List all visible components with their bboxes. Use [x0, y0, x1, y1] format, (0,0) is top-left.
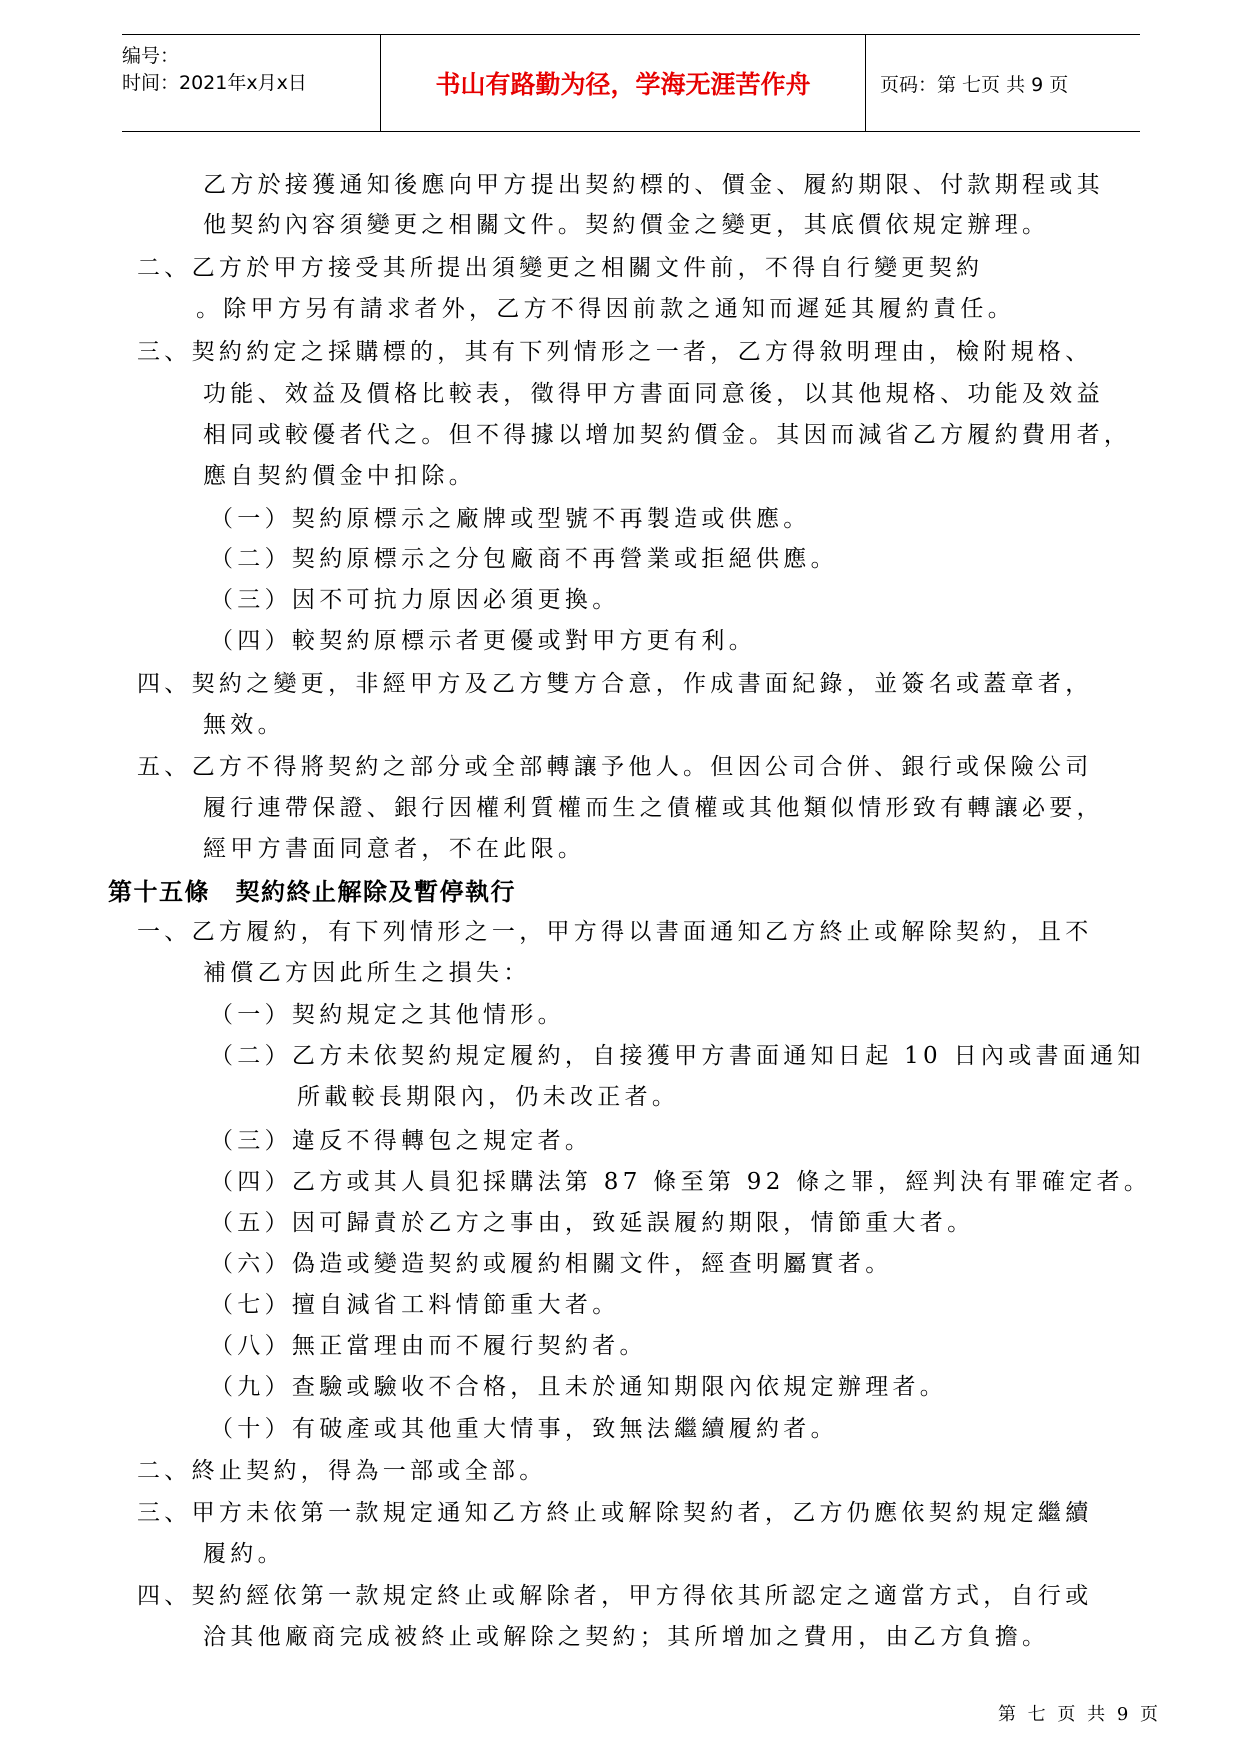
text-line: 五、乙方不得將契約之部分或全部轉讓予他人。但因公司合併、銀行或保險公司: [137, 754, 1093, 780]
list-item: （四）乙方或其人員犯採購法第 87 條至第 92 條之罪，經判決有罪確定者。: [210, 1169, 1152, 1195]
text-line: 所載較長期限內，仍未改正者。: [297, 1084, 680, 1110]
list-item: （一）契約原標示之廠牌或型號不再製造或供應。: [210, 506, 811, 532]
list-item: （四）較契約原標示者更優或對甲方更有利。: [210, 628, 756, 654]
text-line: 無效。: [203, 712, 285, 738]
text-line: 四、契約經依第一款規定終止或解除者，甲方得依其所認定之適當方式，自行或: [137, 1583, 1093, 1609]
header-page-label: 页码：第 七页 共 9 页: [880, 73, 1069, 96]
list-item: （九）查驗或驗收不合格，且未於通知期限內依規定辦理者。: [210, 1374, 948, 1400]
list-item: （八）無正當理由而不履行契約者。: [210, 1333, 647, 1359]
text-line: 一、乙方履約，有下列情形之一，甲方得以書面通知乙方終止或解除契約，且不: [137, 919, 1093, 945]
text-line: 履約。: [203, 1541, 285, 1567]
header-meta: [122, 35, 380, 131]
list-item: （一）契約規定之其他情形。: [210, 1002, 565, 1028]
text-line: 功能、效益及價格比較表，徵得甲方書面同意後，以其他規格、功能及效益: [203, 381, 1104, 407]
list-item: （十）有破產或其他重大情事，致無法繼續履約者。: [210, 1416, 838, 1442]
list-item: （三）因不可抗力原因必須更換。: [210, 587, 620, 613]
text-line: 洽其他廠商完成被終止或解除之契約；其所增加之費用，由乙方負擔。: [203, 1624, 1050, 1650]
list-item: （七）擅自減省工料情節重大者。: [210, 1292, 620, 1318]
header-motto: 书山有路勤为径，学海无涯苦作舟: [380, 35, 866, 131]
section-heading: 第十五條 契約終止解除及暫停執行: [108, 878, 516, 906]
text-line: 履行連帶保證、銀行因權利質權而生之債權或其他類似情形致有轉讓必要，: [203, 795, 1104, 821]
text-line: 三、甲方未依第一款規定通知乙方終止或解除契約者，乙方仍應依契約規定繼續: [137, 1500, 1093, 1526]
page-footer: 第 七 页 共 9 页: [997, 1704, 1161, 1725]
text-line: 二、終止契約，得為一部或全部。: [137, 1458, 547, 1484]
page-header: [122, 34, 1140, 132]
list-item: （二）契約原標示之分包廠商不再營業或拒絕供應。: [210, 546, 838, 572]
serial-label: 编号：: [122, 45, 180, 67]
list-item: （二）乙方未依契約規定履約，自接獲甲方書面通知日起 10 日內或書面通知: [210, 1043, 1145, 1069]
list-item: （六）偽造或變造契約或履約相關文件，經查明屬實者。: [210, 1251, 893, 1277]
list-item: （五）因可歸責於乙方之事由，致延誤履約期限，情節重大者。: [210, 1210, 975, 1236]
text-line: 乙方於接獲通知後應向甲方提出契約標的、價金、履約期限、付款期程或其: [203, 172, 1104, 198]
text-line: 補償乙方因此所生之損失：: [203, 960, 531, 986]
text-line: 三、契約約定之採購標的，其有下列情形之一者，乙方得敘明理由，檢附規格、: [137, 339, 1093, 365]
text-line: 經甲方書面同意者，不在此限。: [203, 836, 586, 862]
text-line: 應自契約價金中扣除。: [203, 463, 476, 489]
text-line: 他契約內容須變更之相關文件。契約價金之變更，其底價依規定辦理。: [203, 212, 1050, 238]
text-line: 四、契約之變更，非經甲方及乙方雙方合意，作成書面紀錄，並簽名或蓋章者，: [137, 671, 1093, 697]
list-item: （三）違反不得轉包之規定者。: [210, 1128, 593, 1154]
date-label: 时间：2021年x月x日: [122, 72, 307, 94]
text-line: 。除甲方另有請求者外，乙方不得因前款之通知而遲延其履約責任。: [196, 296, 1015, 322]
text-line: 二、乙方於甲方接受其所提出須變更之相關文件前，不得自行變更契約: [137, 255, 984, 281]
text-line: 相同或較優者代之。但不得據以增加契約價金。其因而減省乙方履約費用者，: [203, 422, 1132, 448]
